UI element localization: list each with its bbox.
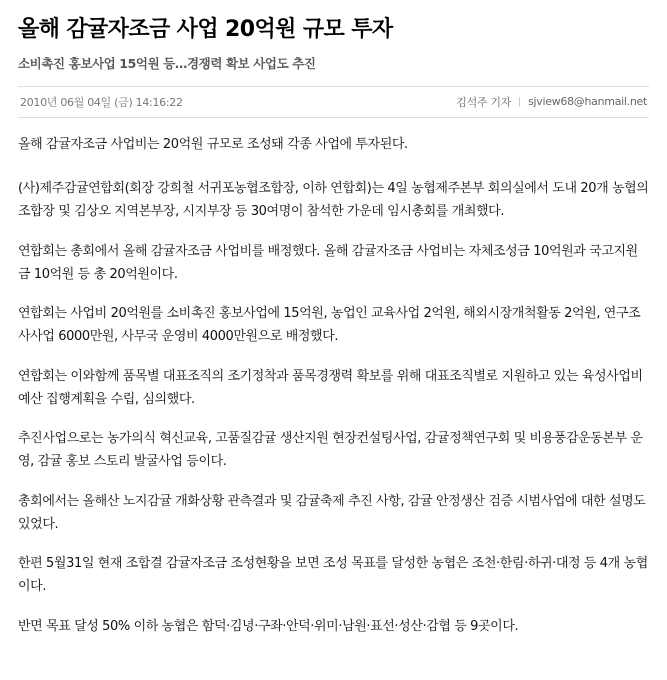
article-reporter: 김석주 기자	[456, 95, 512, 109]
article-paragraph: 연합회는 이와함께 품목별 대표조직의 조기정착과 품목경쟁력 확보를 위해 대표조직별로 지원하고 있는 육성사업비 예산 집행계획을 수립, 심의했다.	[18, 368, 643, 407]
divider	[519, 97, 520, 107]
article-date: 2010년 06월 04일 (금) 14:16:22	[20, 95, 183, 109]
article-paragraph: 올해 감귤자조금 사업비는 20억원 규모로 조성돼 각종 사업에 투자된다.	[18, 136, 408, 152]
article-subheadline: 소비촉진 홍보사업 15억원 등…경쟁력 확보 사업도 추진	[18, 55, 316, 71]
article-paragraph: 총회에서는 올해산 노지감귤 개화상황 관측결과 및 감귤축제 추진 사항, 감귤 안정생산 검증 시범사업에 대한 설명도 있었다.	[18, 493, 646, 532]
article-body	[18, 118, 649, 639]
article-reporter-email[interactable]: sjview68@hanmail.net	[528, 95, 647, 108]
article-paragraph: 한편 5월31일 현재 조합결 감귤자조금 조성현황을 보면 조성 목표를 달성한 농협은 조천·한림·하귀·대정 등 4개 농협이다.	[18, 556, 648, 594]
article-byline-group	[456, 94, 647, 110]
article-paragraph: (사)제주감귤연합회(회장 강희철 서귀포농협조합장, 이하 연합회)는 4일 농협제주본부 회의실에서 도내 20개 농협의 조합장 및 김상오 지역본부장, 시지부장 등 30여명이 참석한 가운데 임시총회를 개최했다.	[18, 181, 649, 219]
article-date-group	[20, 94, 183, 110]
article-paragraph: 연합회는 총회에서 올해 감귤자조금 사업비를 배정했다. 올해 감귤자조금 사업비는 자체조성금 10억원과 국고지원금 10억원 등 총 20억원이다.	[18, 243, 638, 282]
article-paragraph: 반면 목표 달성 50% 이하 농협은 함덕·김녕·구좌·안덕·위미·남원·표선·성산·감협 등 9곳이다.	[18, 618, 519, 634]
article-meta-bar	[18, 86, 649, 118]
article-paragraph: 추진사업으로는 농가의식 혁신교육, 고품질감귤 생산지원 현장컨설팅사업, 감귤정책연구회 및 비용풍감운동본부 운영, 감귤 홍보 스토리 발굴사업 등이다.	[18, 431, 643, 469]
page-title: 올해 감귤자조금 사업 20억원 규모 투자	[18, 17, 393, 42]
article-paragraph: 연합회는 사업비 20억원를 소비촉진 홍보사업에 15억원, 농업인 교육사업 2억원, 해외시장개척활동 2억원, 연구조사사업 6000만원, 사무국 운영비 4000만원으로 배정했다.	[18, 306, 641, 344]
